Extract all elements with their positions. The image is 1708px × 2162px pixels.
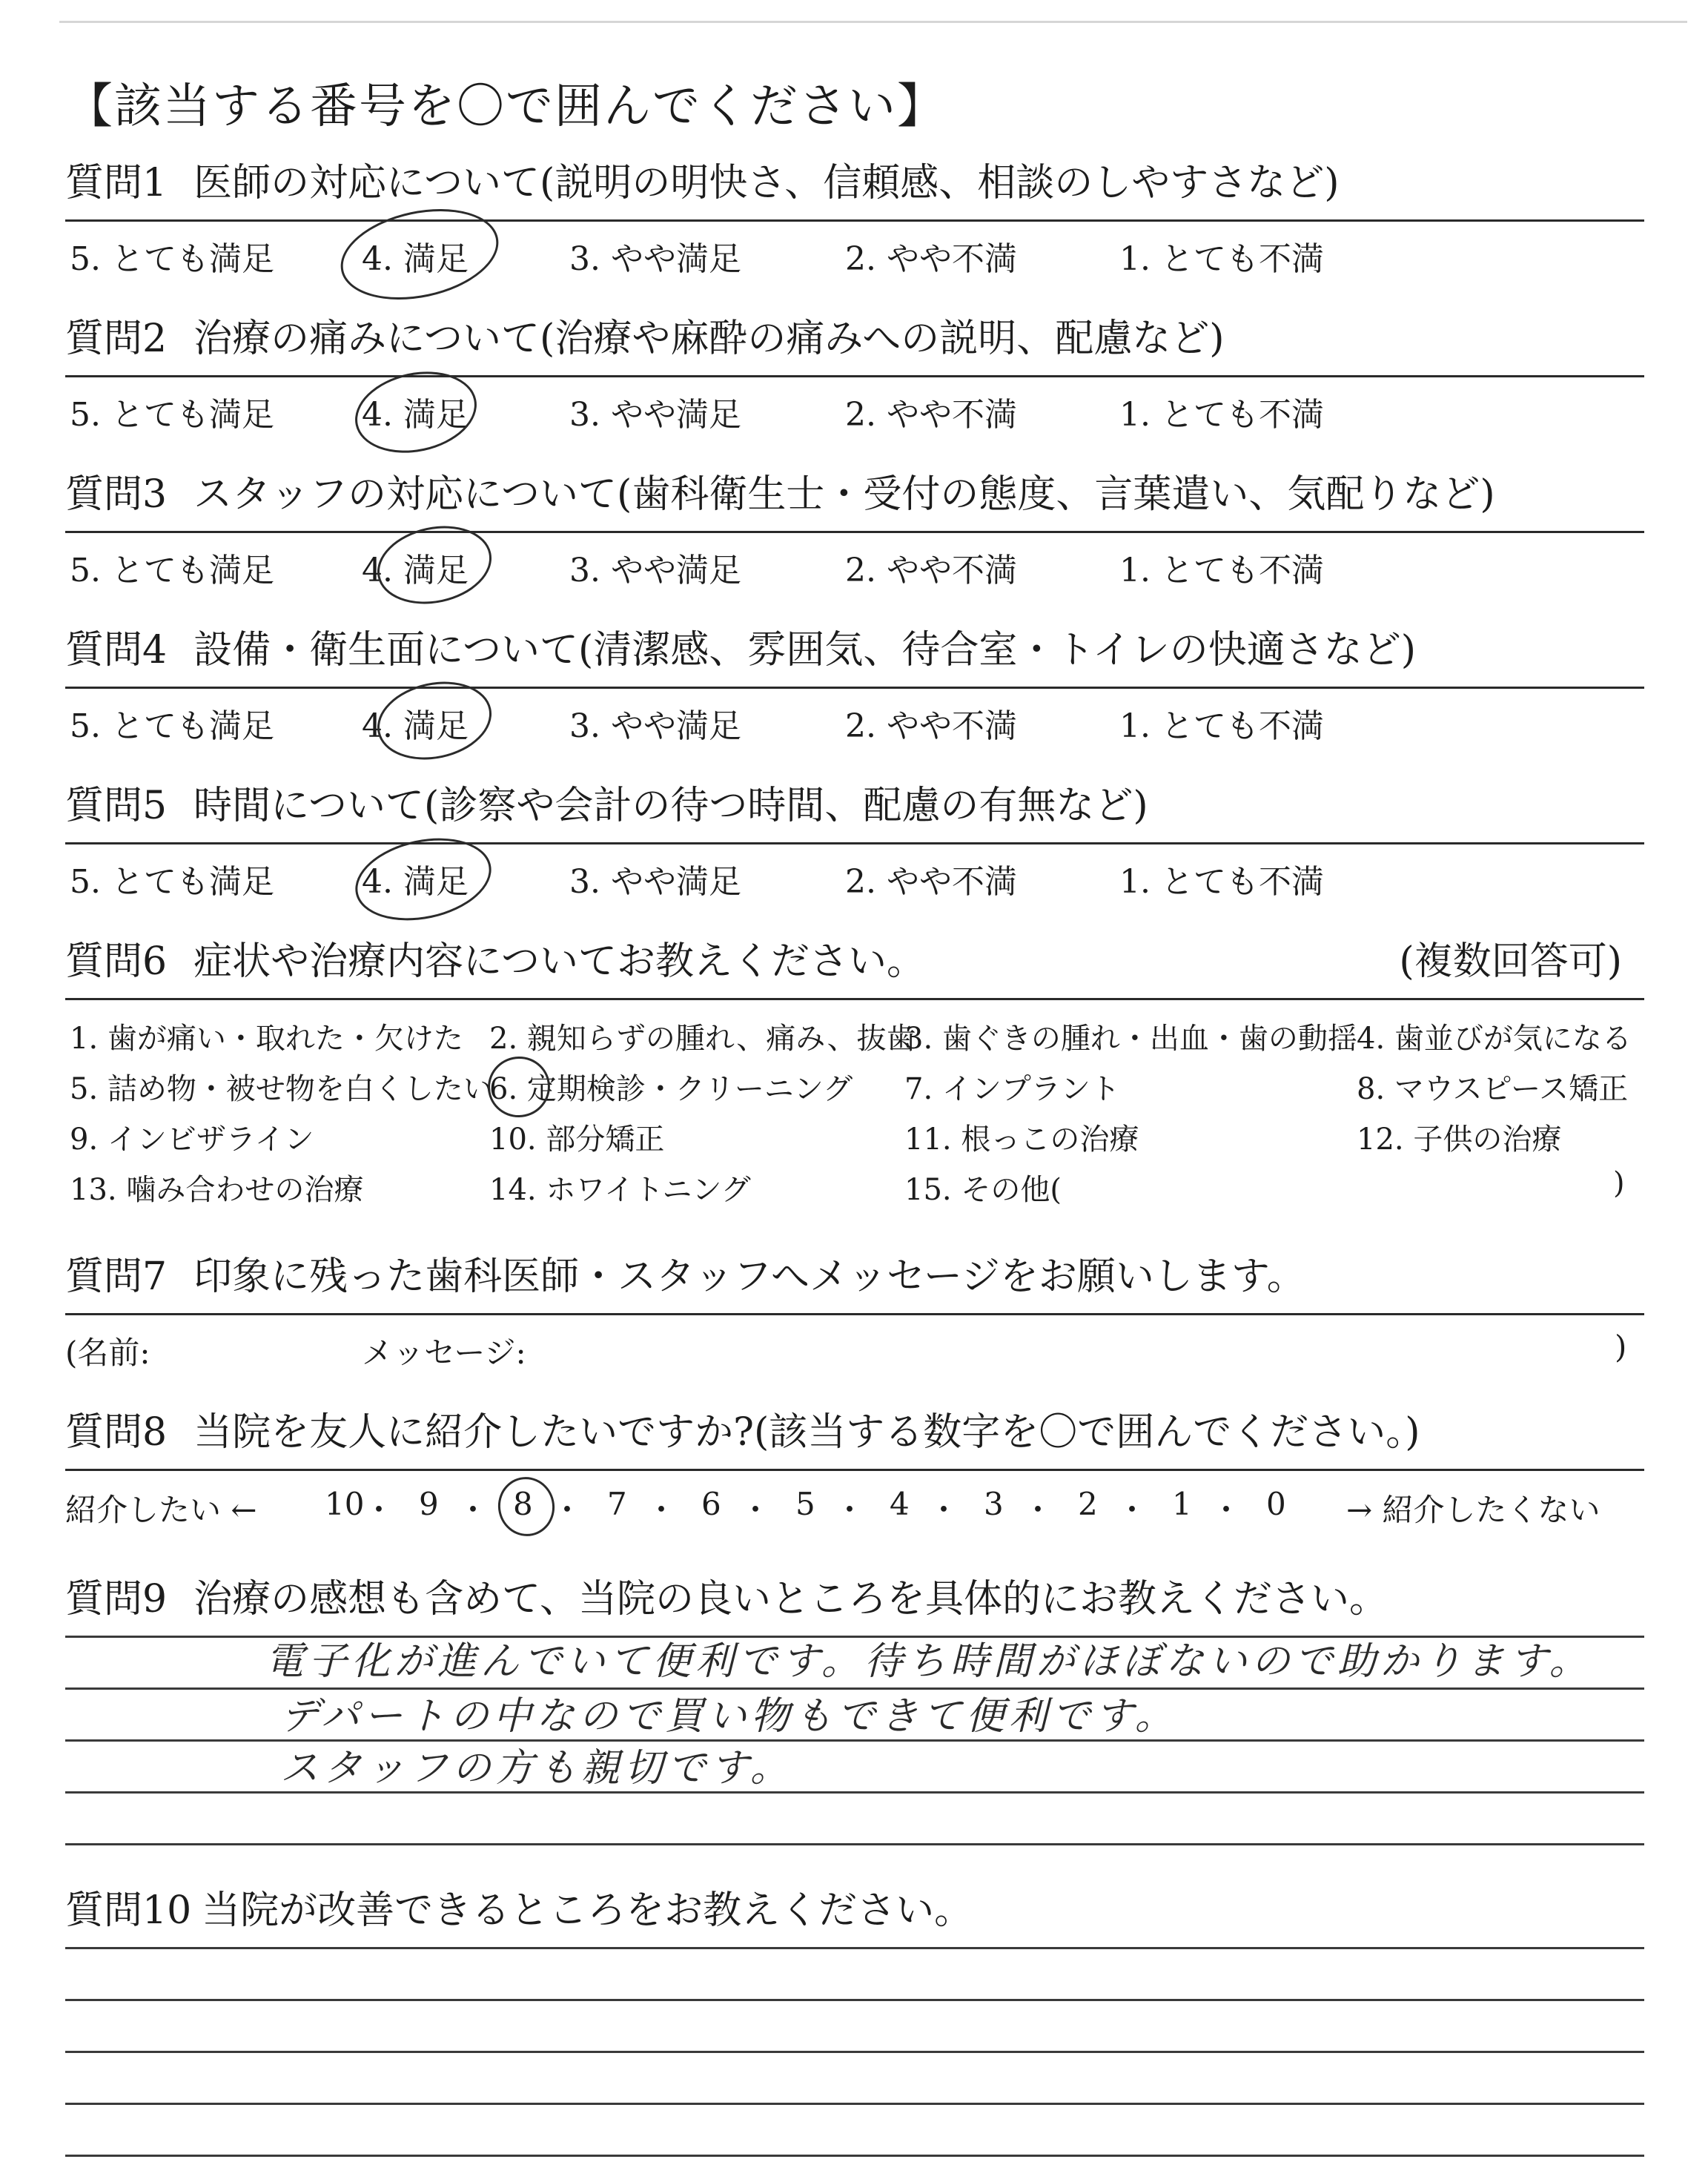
treatment-option[interactable]: 12. 子供の治療 (1357, 1123, 1562, 1157)
question-number: 質問5 (65, 784, 168, 828)
instruction-heading: 【該当する番号を〇で囲んでください】 (65, 79, 946, 134)
question-title: 治療の痛みについて(治療や麻酔の痛みへの説明、配慮など) (193, 317, 1225, 361)
treatment-option[interactable]: 9. インビザライン (70, 1123, 314, 1157)
rating-scale[interactable] (65, 377, 1644, 459)
question-title: 印象に残った歯科医師・スタッフへメッセージをお願いします。 (193, 1254, 1305, 1299)
recommend-score-0[interactable]: 0 (1266, 1486, 1286, 1522)
treatment-option[interactable]: 6. 定期検診・クリーニング (489, 1072, 853, 1106)
question-number: 質問2 (65, 317, 168, 361)
question-number: 質問6 (65, 939, 168, 984)
treatment-option[interactable]: 1. 歯が痛い・取れた・欠けた (70, 1022, 463, 1056)
treatment-option[interactable]: 5. 詰め物・被せ物を白くしたい (70, 1072, 493, 1106)
message-field-label[interactable]: メッセージ: (362, 1335, 526, 1371)
recommend-right-label: → 紹介したくない (1346, 1492, 1601, 1528)
question-header (65, 311, 1644, 375)
question-2 (65, 311, 1644, 459)
recommend-score-10[interactable]: 10 (325, 1486, 365, 1522)
score-separator: ・ (834, 1492, 866, 1528)
ruled-line (65, 2155, 1644, 2157)
question-header (65, 1249, 1644, 1313)
recommend-score-3[interactable]: 3 (984, 1486, 1004, 1522)
score-separator: ・ (457, 1492, 489, 1528)
rating-option-4[interactable]: 4. 満足 (362, 396, 469, 434)
rating-scale[interactable] (65, 533, 1644, 615)
top-border (59, 21, 1687, 23)
score-separator: ・ (552, 1492, 583, 1528)
question-number: 質問7 (65, 1254, 168, 1299)
recommend-score-8[interactable]: 8 (513, 1486, 533, 1522)
ruled-line (65, 1999, 1644, 2001)
message-fields (65, 1315, 1644, 1397)
question-title: スタッフの対応について(歯科衛生士・受付の態度、言葉遣い、気配りなど) (193, 472, 1495, 517)
recommend-scale (65, 1471, 1644, 1553)
treatment-option[interactable]: 4. 歯並びが気になる (1357, 1022, 1632, 1056)
rating-option-1[interactable]: 1. とても不満 (1119, 707, 1324, 745)
question-header (65, 934, 1644, 998)
answer-area[interactable] (65, 1947, 1644, 2162)
recommend-score-4[interactable]: 4 (890, 1486, 910, 1522)
rating-option-3[interactable]: 3. やや満足 (569, 707, 741, 745)
question-number: 質問3 (65, 472, 168, 517)
rating-option-2[interactable]: 2. やや不満 (845, 707, 1017, 745)
rating-scale[interactable] (65, 689, 1644, 770)
score-separator: ・ (928, 1492, 960, 1528)
treatment-option[interactable]: 7. インプラント (904, 1072, 1120, 1106)
ruled-line (65, 2051, 1644, 2053)
handwritten-answer-line: 電子化が進んでいて便利です。待ち時間がほぼないので助かります。 (265, 1639, 1592, 1684)
score-separator: ・ (740, 1492, 772, 1528)
handwritten-answer-line: デパートの中なので買い物もできて便利です。 (280, 1694, 1178, 1739)
question-5 (65, 778, 1644, 926)
question-6 (65, 934, 1644, 1223)
ruled-line (65, 2103, 1644, 2105)
rating-option-3[interactable]: 3. やや満足 (569, 552, 741, 589)
rating-option-2[interactable]: 2. やや不満 (845, 240, 1017, 278)
recommend-score-7[interactable]: 7 (607, 1486, 627, 1522)
question-header (65, 467, 1644, 531)
treatment-option[interactable]: 2. 親知らずの腫れ、痛み、抜歯 (489, 1022, 916, 1056)
score-separator: ・ (1116, 1492, 1148, 1528)
question-number: 質問10 (65, 1888, 192, 1933)
recommend-score-6[interactable]: 6 (701, 1486, 721, 1522)
rating-scale[interactable] (65, 222, 1644, 303)
rating-option-2[interactable]: 2. やや不満 (845, 396, 1017, 434)
question-title: 症状や治療内容についてお教えください。 (193, 939, 926, 984)
question-4 (65, 623, 1644, 770)
rating-option-3[interactable]: 3. やや満足 (569, 240, 741, 278)
score-separator: ・ (363, 1492, 395, 1528)
recommend-score-1[interactable]: 1 (1172, 1486, 1192, 1522)
question-number: 質問1 (65, 161, 168, 205)
question-header (65, 1883, 1644, 1947)
rating-option-5[interactable]: 5. とても満足 (70, 240, 274, 278)
multiple-answer-note: (複数回答可) (1399, 939, 1622, 984)
rating-option-1[interactable]: 1. とても不満 (1119, 552, 1324, 589)
rating-option-4[interactable]: 4. 満足 (362, 240, 469, 278)
rating-scale[interactable] (65, 844, 1644, 926)
rating-option-1[interactable]: 1. とても不満 (1119, 396, 1324, 434)
question-title: 医師の対応について(説明の明快さ、信頼感、相談のしやすさなど) (193, 161, 1340, 205)
question-3 (65, 467, 1644, 615)
message-close-paren: ) (1615, 1329, 1627, 1365)
other-close-paren: ) (1613, 1166, 1625, 1200)
treatment-option[interactable]: 3. 歯ぐきの腫れ・出血・歯の動揺 (904, 1022, 1357, 1056)
question-title: 時間について(診察や会計の待つ時間、配慮の有無など) (193, 784, 1148, 828)
treatment-option[interactable]: 11. 根っこの治療 (904, 1123, 1139, 1157)
name-field-label[interactable]: (名前: (65, 1335, 150, 1371)
treatment-option[interactable]: 8. マウスピース矯正 (1357, 1072, 1629, 1106)
question-title: 治療の感想も含めて、当院の良いところを具体的にお教えください。 (193, 1577, 1388, 1622)
rating-option-3[interactable]: 3. やや満足 (569, 863, 741, 901)
recommend-left-label: 紹介したい ← (65, 1492, 257, 1528)
question-header (65, 1572, 1644, 1636)
question-header (65, 156, 1644, 219)
rating-option-1[interactable]: 1. とても不満 (1119, 240, 1324, 278)
ruled-line (65, 1843, 1644, 1845)
rating-option-5[interactable]: 5. とても満足 (70, 552, 274, 589)
recommend-score-9[interactable]: 9 (419, 1486, 439, 1522)
question-header (65, 623, 1644, 687)
recommend-score-5[interactable]: 5 (795, 1486, 815, 1522)
treatment-option-other[interactable]: 15. その他( (904, 1173, 1062, 1207)
score-separator: ・ (1211, 1492, 1242, 1528)
question-1 (65, 156, 1644, 303)
ruled-line (65, 1947, 1644, 1949)
handwritten-answer-line: スタッフの方も親切です。 (280, 1746, 793, 1791)
rating-option-2[interactable]: 2. やや不満 (845, 552, 1017, 589)
question-10 (65, 1883, 1644, 2162)
question-header (65, 1405, 1644, 1469)
treatment-option[interactable]: 14. ホワイトニング (489, 1173, 751, 1207)
question-8 (65, 1405, 1644, 1553)
question-number: 質問9 (65, 1577, 168, 1622)
question-title: 設備・衛生面について(清潔感、雰囲気、待合室・トイレの快適さなど) (193, 628, 1417, 672)
question-header (65, 778, 1644, 842)
rating-option-5[interactable]: 5. とても満足 (70, 707, 274, 745)
question-title: 当院が改善できるところをお教えください。 (202, 1888, 973, 1933)
rating-option-1[interactable]: 1. とても不満 (1119, 863, 1324, 901)
score-separator: ・ (1022, 1492, 1054, 1528)
question-7 (65, 1249, 1644, 1397)
treatment-option[interactable]: 10. 部分矯正 (489, 1123, 665, 1157)
rating-option-5[interactable]: 5. とても満足 (70, 396, 274, 434)
rating-option-5[interactable]: 5. とても満足 (70, 863, 274, 901)
rating-option-4[interactable]: 4. 満足 (362, 552, 469, 589)
rating-option-4[interactable]: 4. 満足 (362, 863, 469, 901)
answer-area[interactable] (65, 1636, 1644, 1925)
treatment-option[interactable]: 13. 噛み合わせの治療 (70, 1173, 364, 1207)
score-separator: ・ (646, 1492, 678, 1528)
question-number: 質問8 (65, 1410, 168, 1455)
rating-option-3[interactable]: 3. やや満足 (569, 396, 741, 434)
recommend-score-2[interactable]: 2 (1078, 1486, 1098, 1522)
question-9 (65, 1572, 1644, 1925)
question-title: 当院を友人に紹介したいですか?(該当する数字を〇で囲んでください。) (193, 1410, 1420, 1455)
rating-option-2[interactable]: 2. やや不満 (845, 863, 1017, 901)
rating-option-4[interactable]: 4. 満足 (362, 707, 469, 745)
treatment-options (65, 1000, 1644, 1223)
question-number: 質問4 (65, 628, 168, 672)
